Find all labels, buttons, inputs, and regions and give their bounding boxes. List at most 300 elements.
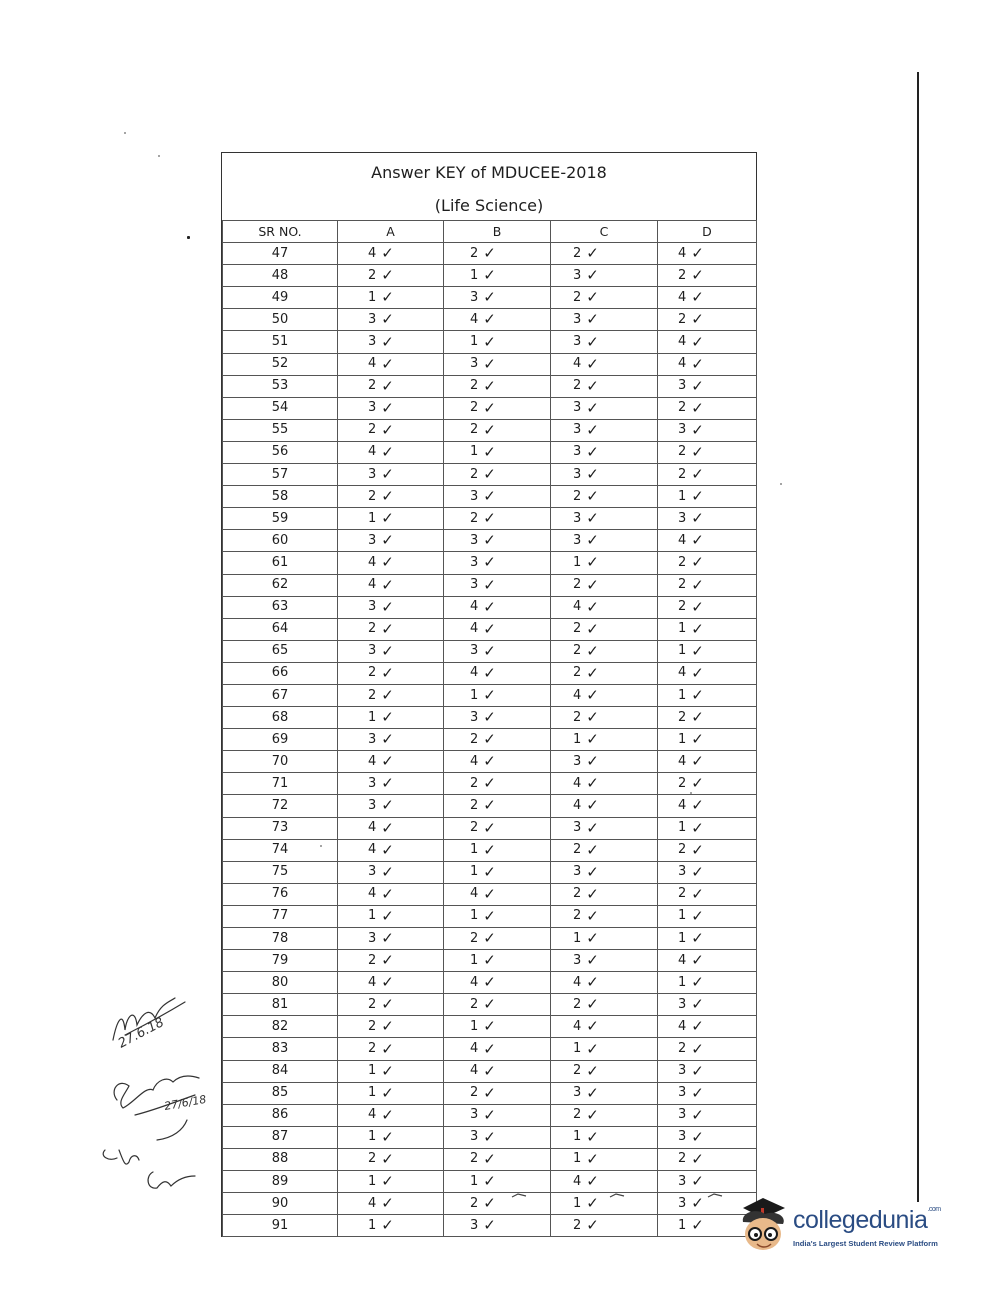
answer-cell-c [551, 1038, 658, 1060]
answer-value: 2 [470, 422, 479, 438]
check-mark-icon: ✓ [691, 420, 704, 439]
check-mark-icon: ✓ [691, 531, 704, 550]
answer-key-sheet [221, 152, 757, 1237]
answer-value: 4 [368, 245, 377, 261]
answer-cell-d [658, 353, 757, 375]
svg-text:27/6/18: 27/6/18 [163, 1092, 208, 1113]
check-mark-icon: ✓ [691, 597, 704, 616]
answer-cell-a [338, 1193, 444, 1215]
check-mark-icon: ✓ [381, 288, 394, 307]
answer-cell-b [444, 1171, 551, 1193]
answer-cell-b [444, 1060, 551, 1082]
answer-value: 1 [470, 908, 479, 924]
table-row [223, 1171, 757, 1193]
table-row [223, 508, 757, 530]
table-row [223, 1215, 757, 1237]
check-mark-icon: ✓ [381, 951, 394, 970]
answer-cell-a [338, 662, 444, 684]
answer-cell-d [658, 397, 757, 419]
answer-cell-d [658, 1148, 757, 1170]
answer-value: 2 [470, 731, 479, 747]
answer-value: 3 [573, 267, 582, 283]
answer-value: 2 [678, 709, 687, 725]
answer-cell-d [658, 464, 757, 486]
answer-value: 2 [573, 488, 582, 504]
answer-cell-d [658, 552, 757, 574]
sr-no-cell: 66 [223, 662, 338, 684]
answer-value: 3 [573, 1085, 582, 1101]
check-mark-icon: ✓ [381, 641, 394, 660]
answer-cell-b [444, 1215, 551, 1237]
answer-value: 2 [368, 665, 377, 681]
table-row [223, 243, 757, 265]
answer-value: 3 [573, 444, 582, 460]
check-mark-icon: ✓ [483, 531, 496, 550]
answer-cell-c [551, 662, 658, 684]
answer-value: 3 [470, 709, 479, 725]
answer-cell-a [338, 707, 444, 729]
answer-value: 1 [470, 1173, 479, 1189]
table-row [223, 950, 757, 972]
answer-rows [223, 243, 757, 1237]
answer-cell-b [444, 309, 551, 331]
check-mark-icon: ✓ [381, 1017, 394, 1036]
check-mark-icon: ✓ [586, 619, 599, 638]
answer-cell-c [551, 508, 658, 530]
check-mark-icon: ✓ [381, 1172, 394, 1191]
check-mark-icon: ✓ [691, 509, 704, 528]
answer-cell-a [338, 265, 444, 287]
check-mark-icon: ✓ [586, 906, 599, 925]
check-mark-icon: ✓ [691, 398, 704, 417]
check-mark-icon: ✓ [586, 310, 599, 329]
answer-cell-d [658, 486, 757, 508]
sr-no-cell: 88 [223, 1148, 338, 1170]
document-subtitle: (Life Science) [434, 196, 544, 215]
answer-cell-c [551, 375, 658, 397]
sr-no-cell: 51 [223, 331, 338, 353]
answer-cell-b [444, 817, 551, 839]
check-mark-icon: ✓ [381, 708, 394, 727]
check-mark-icon: ✓ [691, 266, 704, 285]
check-mark-icon: ✓ [381, 376, 394, 395]
check-mark-icon: ✓ [381, 752, 394, 771]
sr-no-cell: 59 [223, 508, 338, 530]
answer-cell-b [444, 905, 551, 927]
answer-cell-b [444, 1148, 551, 1170]
check-mark-icon: ✓ [586, 730, 599, 749]
table-row [223, 905, 757, 927]
check-mark-icon: ✓ [483, 509, 496, 528]
answer-cell-a [338, 375, 444, 397]
answer-value: 4 [573, 599, 582, 615]
answer-value: 3 [470, 289, 479, 305]
check-mark-icon: ✓ [381, 1039, 394, 1058]
check-mark-icon: ✓ [483, 332, 496, 351]
answer-cell-a [338, 309, 444, 331]
answer-cell-c [551, 972, 658, 994]
sr-no-cell: 58 [223, 486, 338, 508]
answer-value: 2 [470, 510, 479, 526]
answer-value: 2 [573, 289, 582, 305]
table-row [223, 287, 757, 309]
table-row [223, 552, 757, 574]
sr-no-cell: 65 [223, 640, 338, 662]
answer-value: 3 [678, 510, 687, 526]
answer-cell-a [338, 243, 444, 265]
answer-cell-d [658, 640, 757, 662]
check-mark-icon: ✓ [691, 862, 704, 881]
answer-cell-a [338, 618, 444, 640]
answer-cell-a [338, 950, 444, 972]
check-mark-icon: ✓ [586, 244, 599, 263]
answer-value: 3 [678, 1085, 687, 1101]
check-mark-icon: ✓ [691, 1127, 704, 1146]
answer-cell-b [444, 486, 551, 508]
check-mark-icon: ✓ [483, 376, 496, 395]
answer-value: 1 [368, 1217, 377, 1233]
answer-cell-d [658, 861, 757, 883]
table-row [223, 795, 757, 817]
answer-value: 2 [573, 621, 582, 637]
answer-cell-b [444, 1104, 551, 1126]
answer-value: 4 [368, 886, 377, 902]
answer-value: 4 [368, 753, 377, 769]
answer-value: 3 [678, 422, 687, 438]
sr-no-cell: 83 [223, 1038, 338, 1060]
check-mark-icon: ✓ [483, 951, 496, 970]
check-mark-icon: ✓ [483, 575, 496, 594]
answer-cell-d [658, 375, 757, 397]
answer-value: 2 [470, 775, 479, 791]
check-mark-icon: ✓ [381, 442, 394, 461]
check-mark-icon: ✓ [586, 973, 599, 992]
sr-no-cell: 70 [223, 751, 338, 773]
check-mark-icon: ✓ [586, 708, 599, 727]
answer-cell-d [658, 530, 757, 552]
answer-cell-d [658, 243, 757, 265]
sr-no-cell: 62 [223, 574, 338, 596]
table-row [223, 729, 757, 751]
answer-cell-a [338, 773, 444, 795]
answer-value: 2 [678, 267, 687, 283]
answer-cell-a [338, 530, 444, 552]
table-row [223, 928, 757, 950]
check-mark-icon: ✓ [381, 597, 394, 616]
check-mark-icon: ✓ [483, 597, 496, 616]
check-mark-icon: ✓ [691, 1172, 704, 1191]
answer-value: 1 [470, 842, 479, 858]
answer-cell-c [551, 1082, 658, 1104]
answer-cell-a [338, 1171, 444, 1193]
answer-cell-c [551, 552, 658, 574]
answer-value: 2 [470, 378, 479, 394]
answer-value: 1 [678, 1217, 687, 1233]
check-mark-icon: ✓ [381, 686, 394, 705]
table-row [223, 1038, 757, 1060]
check-mark-icon: ✓ [483, 708, 496, 727]
check-mark-icon: ✓ [483, 553, 496, 572]
check-mark-icon: ✓ [381, 531, 394, 550]
answer-cell-c [551, 397, 658, 419]
answer-value: 4 [678, 753, 687, 769]
answer-value: 3 [573, 400, 582, 416]
answer-value: 3 [678, 1129, 687, 1145]
check-mark-icon: ✓ [691, 619, 704, 638]
table-row [223, 773, 757, 795]
answer-value: 3 [573, 334, 582, 350]
answer-cell-a [338, 684, 444, 706]
sr-no-cell: 52 [223, 353, 338, 375]
check-mark-icon: ✓ [586, 818, 599, 837]
answer-cell-d [658, 1082, 757, 1104]
check-mark-icon: ✓ [483, 244, 496, 263]
answer-value: 4 [368, 1195, 377, 1211]
answer-value: 3 [470, 1107, 479, 1123]
check-mark-icon: ✓ [483, 1017, 496, 1036]
answer-value: 2 [368, 422, 377, 438]
answer-cell-a [338, 486, 444, 508]
sr-no-cell: 74 [223, 839, 338, 861]
answer-cell-c [551, 817, 658, 839]
answer-value: 4 [368, 1107, 377, 1123]
check-mark-icon: ✓ [586, 465, 599, 484]
answer-value: 2 [368, 952, 377, 968]
check-mark-icon: ✓ [691, 553, 704, 572]
answer-cell-c [551, 640, 658, 662]
answer-cell-d [658, 618, 757, 640]
check-mark-icon: ✓ [691, 752, 704, 771]
answer-cell-a [338, 839, 444, 861]
answer-cell-b [444, 552, 551, 574]
check-mark-icon: ✓ [483, 884, 496, 903]
check-mark-icon: ✓ [483, 1105, 496, 1124]
check-mark-icon: ✓ [483, 796, 496, 815]
answer-cell-a [338, 331, 444, 353]
check-mark-icon: ✓ [483, 1149, 496, 1168]
check-mark-icon: ✓ [483, 398, 496, 417]
answer-cell-a [338, 1126, 444, 1148]
answer-cell-d [658, 596, 757, 618]
check-mark-icon: ✓ [381, 862, 394, 881]
answer-value: 4 [678, 334, 687, 350]
check-mark-icon: ✓ [381, 818, 394, 837]
answer-cell-b [444, 684, 551, 706]
answer-cell-b [444, 1082, 551, 1104]
check-mark-icon: ✓ [483, 840, 496, 859]
answer-value: 1 [678, 908, 687, 924]
check-mark-icon: ✓ [586, 1083, 599, 1102]
answer-value: 4 [368, 820, 377, 836]
table-row [223, 751, 757, 773]
answer-cell-a [338, 464, 444, 486]
check-mark-icon: ✓ [691, 995, 704, 1014]
answer-value: 3 [368, 864, 377, 880]
answer-cell-a [338, 596, 444, 618]
answer-value: 2 [678, 775, 687, 791]
answer-value: 1 [368, 1173, 377, 1189]
check-mark-icon: ✓ [381, 906, 394, 925]
answer-value: 3 [470, 356, 479, 372]
answer-value: 1 [573, 930, 582, 946]
answer-cell-c [551, 1104, 658, 1126]
answer-cell-b [444, 729, 551, 751]
answer-cell-c [551, 950, 658, 972]
answer-value: 2 [573, 1107, 582, 1123]
answer-value: 1 [573, 1041, 582, 1057]
check-mark-icon: ✓ [483, 310, 496, 329]
answer-cell-c [551, 464, 658, 486]
sr-no-cell: 86 [223, 1104, 338, 1126]
sr-no-cell: 75 [223, 861, 338, 883]
check-mark-icon: ✓ [483, 686, 496, 705]
answer-value: 3 [470, 488, 479, 504]
table-row [223, 707, 757, 729]
answer-cell-c [551, 1171, 658, 1193]
header-a: A [338, 221, 444, 243]
table-row [223, 684, 757, 706]
sr-no-cell: 81 [223, 994, 338, 1016]
page-edge-line [917, 72, 919, 1202]
answer-cell-a [338, 972, 444, 994]
sr-no-cell: 53 [223, 375, 338, 397]
answer-cell-d [658, 972, 757, 994]
check-mark-icon: ✓ [483, 995, 496, 1014]
sr-no-cell: 87 [223, 1126, 338, 1148]
answer-cell-b [444, 972, 551, 994]
answer-cell-b [444, 397, 551, 419]
check-mark-icon: ✓ [691, 730, 704, 749]
check-mark-icon: ✓ [381, 420, 394, 439]
answer-value: 1 [368, 709, 377, 725]
answer-cell-b [444, 375, 551, 397]
check-mark-icon: ✓ [586, 288, 599, 307]
answer-value: 3 [678, 996, 687, 1012]
answer-value: 4 [678, 665, 687, 681]
answer-cell-a [338, 751, 444, 773]
check-mark-icon: ✓ [483, 1039, 496, 1058]
svg-text:27.6.18: 27.6.18 [115, 1014, 167, 1052]
answer-value: 2 [470, 245, 479, 261]
answer-value: 2 [678, 842, 687, 858]
answer-value: 1 [470, 334, 479, 350]
answer-cell-d [658, 684, 757, 706]
answer-cell-a [338, 1060, 444, 1082]
answer-value: 3 [470, 532, 479, 548]
check-mark-icon: ✓ [483, 929, 496, 948]
answer-value: 1 [573, 1129, 582, 1145]
table-row [223, 1126, 757, 1148]
check-mark-icon: ✓ [586, 575, 599, 594]
document-title: Answer KEY of MDUCEE-2018 [371, 163, 607, 182]
answer-cell-c [551, 596, 658, 618]
answer-value: 1 [368, 510, 377, 526]
answer-cell-b [444, 441, 551, 463]
answer-value: 4 [470, 1063, 479, 1079]
answer-cell-d [658, 331, 757, 353]
answer-cell-a [338, 883, 444, 905]
check-mark-icon: ✓ [691, 1039, 704, 1058]
check-mark-icon: ✓ [691, 929, 704, 948]
sr-no-cell: 71 [223, 773, 338, 795]
answer-cell-c [551, 1016, 658, 1038]
check-mark-icon: ✓ [483, 354, 496, 373]
table-row [223, 1104, 757, 1126]
answer-value: 2 [470, 996, 479, 1012]
answer-cell-c [551, 1126, 658, 1148]
answer-cell-a [338, 1148, 444, 1170]
answer-cell-a [338, 508, 444, 530]
answer-cell-a [338, 729, 444, 751]
check-mark-icon: ✓ [381, 553, 394, 572]
check-mark-icon: ✓ [586, 1216, 599, 1235]
answer-value: 1 [678, 488, 687, 504]
answer-value: 4 [573, 775, 582, 791]
answer-value: 2 [368, 267, 377, 283]
answer-cell-d [658, 707, 757, 729]
check-mark-icon: ✓ [381, 509, 394, 528]
answer-value: 2 [678, 400, 687, 416]
answer-cell-c [551, 441, 658, 463]
answer-cell-c [551, 574, 658, 596]
sr-no-cell: 54 [223, 397, 338, 419]
sr-no-cell: 68 [223, 707, 338, 729]
answer-value: 3 [678, 378, 687, 394]
check-mark-icon: ✓ [381, 796, 394, 815]
check-mark-icon: ✓ [586, 796, 599, 815]
sr-no-cell: 50 [223, 309, 338, 331]
answer-cell-b [444, 950, 551, 972]
answer-cell-b [444, 773, 551, 795]
answer-cell-b [444, 707, 551, 729]
answer-value: 2 [470, 930, 479, 946]
answer-value: 2 [678, 599, 687, 615]
answer-cell-a [338, 1038, 444, 1060]
check-mark-icon: ✓ [691, 376, 704, 395]
check-mark-icon: ✓ [691, 1083, 704, 1102]
answer-cell-b [444, 353, 551, 375]
answer-value: 4 [573, 974, 582, 990]
answer-value: 3 [470, 1217, 479, 1233]
check-mark-icon: ✓ [586, 641, 599, 660]
header-b: B [444, 221, 551, 243]
table-row [223, 530, 757, 552]
answer-cell-c [551, 729, 658, 751]
check-mark-icon: ✓ [691, 708, 704, 727]
answer-value: 4 [678, 356, 687, 372]
answer-value: 4 [573, 1018, 582, 1034]
answer-value: 2 [678, 311, 687, 327]
check-mark-icon: ✓ [586, 929, 599, 948]
sr-no-cell: 89 [223, 1171, 338, 1193]
check-mark-icon: ✓ [691, 840, 704, 859]
answer-value: 4 [368, 444, 377, 460]
answer-value: 4 [470, 665, 479, 681]
answer-cell-c [551, 905, 658, 927]
table-row [223, 486, 757, 508]
answer-cell-d [658, 419, 757, 441]
collegedunia-watermark [735, 1194, 965, 1264]
table-row [223, 839, 757, 861]
answer-cell-a [338, 1082, 444, 1104]
check-mark-icon: ✓ [586, 774, 599, 793]
check-mark-icon: ✓ [691, 465, 704, 484]
answer-value: 2 [573, 643, 582, 659]
check-mark-icon: ✓ [381, 266, 394, 285]
check-mark-icon: ✓ [586, 1039, 599, 1058]
answer-cell-c [551, 486, 658, 508]
check-mark-icon: ✓ [691, 244, 704, 263]
